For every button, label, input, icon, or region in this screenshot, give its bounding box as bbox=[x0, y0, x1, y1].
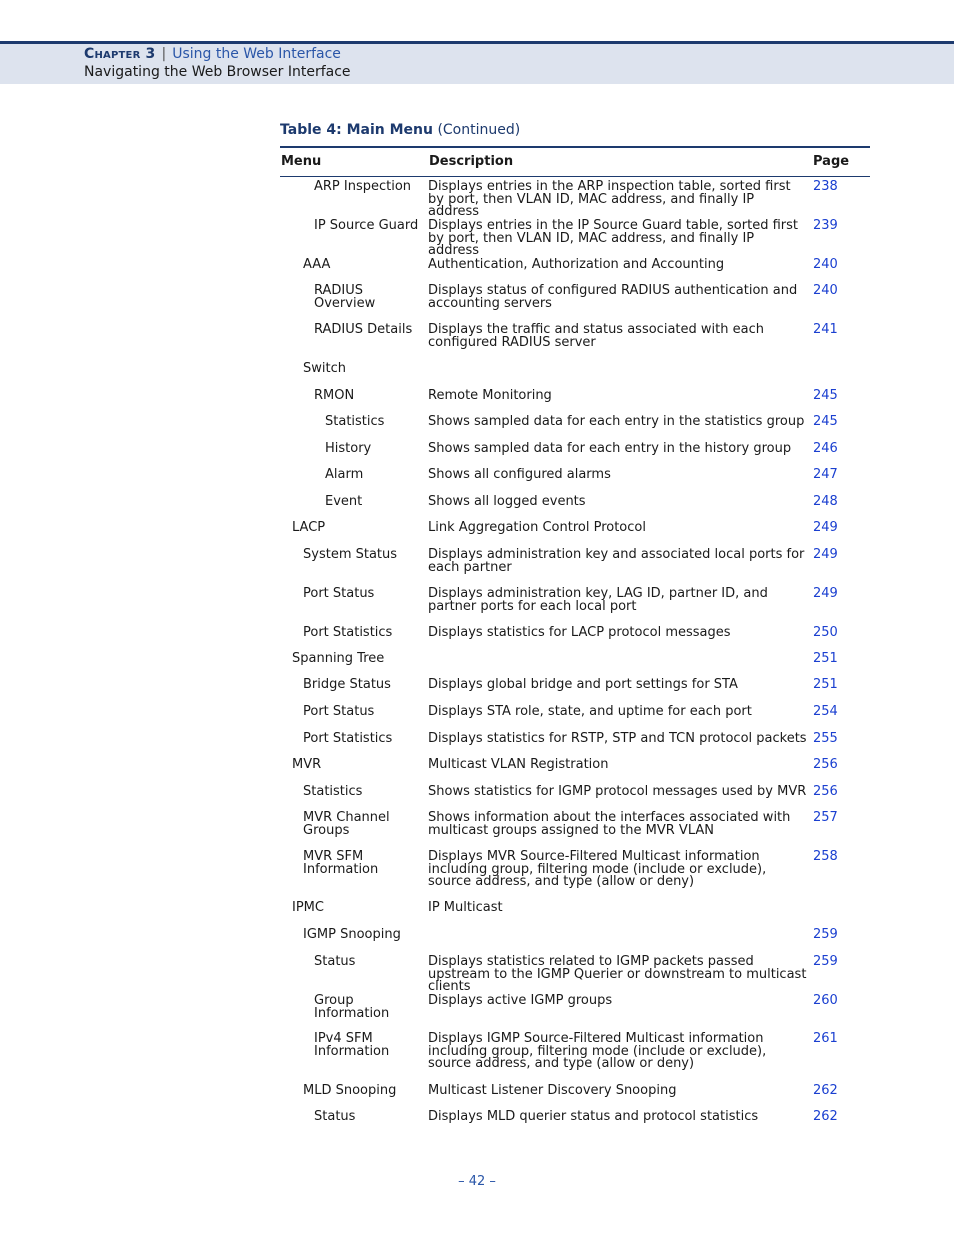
row-menu-label: Port Status bbox=[303, 704, 375, 719]
row-menu-label: Statistics bbox=[303, 784, 363, 799]
row-description: Displays active IGMP groups bbox=[428, 993, 613, 1008]
page-number: – 42 – bbox=[458, 1174, 496, 1189]
row-page-link[interactable]: 259 bbox=[813, 954, 838, 969]
row-menu-label: Alarm bbox=[325, 467, 364, 482]
row-page-link[interactable]: 257 bbox=[813, 810, 838, 825]
table-caption bbox=[280, 122, 520, 138]
row-page-link[interactable]: 256 bbox=[813, 757, 838, 772]
row-menu-label: Spanning Tree bbox=[292, 651, 385, 666]
row-page-link[interactable]: 247 bbox=[813, 467, 838, 482]
row-description: Displays administration key and associated local ports for each partner bbox=[428, 547, 805, 575]
header-separator: | bbox=[161, 46, 167, 62]
row-menu-label: RMON bbox=[314, 388, 355, 403]
row-menu-label: Event bbox=[325, 494, 363, 509]
row-page-link[interactable]: 251 bbox=[813, 677, 838, 692]
row-menu-label: IP Source Guard bbox=[314, 218, 419, 233]
row-menu-label: MLD Snooping bbox=[303, 1083, 397, 1098]
row-page-link[interactable]: 249 bbox=[813, 547, 838, 562]
row-description: Displays status of configured RADIUS authentication and accounting servers bbox=[428, 283, 798, 311]
row-menu-label: AAA bbox=[303, 257, 331, 272]
column-header-menu: Menu bbox=[281, 154, 322, 169]
row-page-link[interactable]: 262 bbox=[813, 1083, 838, 1098]
chapter-title: Using the Web Interface bbox=[172, 46, 341, 62]
row-menu-label: Port Statistics bbox=[303, 625, 393, 640]
row-page-link[interactable]: 256 bbox=[813, 784, 838, 799]
row-page-link[interactable]: 241 bbox=[813, 322, 838, 337]
row-menu-label: Status bbox=[314, 954, 356, 969]
row-description: Multicast VLAN Registration bbox=[428, 757, 609, 772]
chapter-heading bbox=[84, 46, 341, 62]
row-menu-label: Status bbox=[314, 1109, 356, 1124]
column-header-page: Page bbox=[813, 154, 850, 169]
row-menu-label: Bridge Status bbox=[303, 677, 391, 692]
row-description: Displays global bridge and port settings for STA bbox=[428, 677, 738, 692]
row-description: Displays IGMP Source-Filtered Multicast information including group, filtering mode (include or exclude), source address, and type (allow or deny) bbox=[428, 1031, 767, 1071]
row-description: Displays entries in the IP Source Guard table, sorted first by port, then VLAN ID, MAC address, and finally IP address bbox=[428, 218, 798, 258]
row-page-link[interactable]: 254 bbox=[813, 704, 838, 719]
row-page-link[interactable]: 239 bbox=[813, 218, 838, 233]
row-page-link[interactable]: 245 bbox=[813, 388, 838, 403]
row-page-link[interactable]: 258 bbox=[813, 849, 838, 864]
row-menu-label: MVR SFM Information bbox=[303, 849, 379, 877]
row-menu-label: IGMP Snooping bbox=[303, 927, 401, 942]
row-page-link[interactable]: 238 bbox=[813, 179, 838, 194]
row-menu-label: Group Information bbox=[314, 993, 390, 1021]
row-description: Displays STA role, state, and uptime for each port bbox=[428, 704, 752, 719]
column-header-description: Description bbox=[429, 154, 514, 169]
row-page-link[interactable]: 259 bbox=[813, 927, 838, 942]
row-menu-label: LACP bbox=[292, 520, 326, 535]
row-page-link[interactable]: 260 bbox=[813, 993, 838, 1008]
row-description: Shows all logged events bbox=[428, 494, 586, 509]
row-menu-label: RADIUS Overview bbox=[314, 283, 376, 311]
row-description: IP Multicast bbox=[428, 900, 503, 915]
row-description: Remote Monitoring bbox=[428, 388, 552, 403]
row-page-link[interactable]: 261 bbox=[813, 1031, 838, 1046]
row-menu-label: System Status bbox=[303, 547, 398, 562]
row-page-link[interactable]: 255 bbox=[813, 731, 838, 746]
row-page-link[interactable]: 248 bbox=[813, 494, 838, 509]
row-page-link[interactable]: 250 bbox=[813, 625, 838, 640]
row-description: Displays statistics related to IGMP packets passed upstream to the IGMP Querier or downstream to multicast clients bbox=[428, 954, 807, 994]
row-description: Displays the traffic and status associated with each configured RADIUS server bbox=[428, 322, 764, 350]
row-description: Displays MVR Source-Filtered Multicast information including group, filtering mode (include or exclude), source address, and type (allow or deny) bbox=[428, 849, 767, 889]
row-page-link[interactable]: 249 bbox=[813, 586, 838, 601]
row-page-link[interactable]: 246 bbox=[813, 441, 838, 456]
table-caption-suffix: (Continued) bbox=[437, 122, 521, 138]
row-description: Displays statistics for RSTP, STP and TCN protocol packets bbox=[428, 731, 807, 746]
row-menu-label: IPMC bbox=[292, 900, 324, 915]
row-description: Shows all configured alarms bbox=[428, 467, 611, 482]
row-description: Link Aggregation Control Protocol bbox=[428, 520, 646, 535]
row-description: Multicast Listener Discovery Snooping bbox=[428, 1083, 677, 1098]
row-menu-label: Port Status bbox=[303, 586, 375, 601]
row-page-link[interactable]: 251 bbox=[813, 651, 838, 666]
row-description: Displays MLD querier status and protocol statistics bbox=[428, 1109, 759, 1124]
row-menu-label: Statistics bbox=[325, 414, 385, 429]
row-description: Shows sampled data for each entry in the history group bbox=[428, 441, 792, 456]
row-menu-label: Switch bbox=[303, 361, 346, 376]
row-page-link[interactable]: 240 bbox=[813, 257, 838, 272]
row-description: Shows information about the interfaces associated with multicast groups assigned to the MVR VLAN bbox=[428, 810, 791, 838]
table-header bbox=[280, 146, 870, 177]
table-caption-title: Table 4: Main Menu bbox=[280, 122, 433, 138]
row-menu-label: Port Statistics bbox=[303, 731, 393, 746]
row-description: Displays statistics for LACP protocol messages bbox=[428, 625, 731, 640]
row-page-link[interactable]: 262 bbox=[813, 1109, 838, 1124]
row-description: Shows statistics for IGMP protocol messages used by MVR bbox=[428, 784, 807, 799]
row-page-link[interactable]: 249 bbox=[813, 520, 838, 535]
row-menu-label: RADIUS Details bbox=[314, 322, 413, 337]
row-page-link[interactable]: 245 bbox=[813, 414, 838, 429]
row-page-link[interactable]: 240 bbox=[813, 283, 838, 298]
chapter-label: Chapter 3 bbox=[84, 46, 156, 62]
row-menu-label: IPv4 SFM Information bbox=[314, 1031, 390, 1059]
section-title: Navigating the Web Browser Interface bbox=[84, 64, 351, 80]
row-description: Displays entries in the ARP inspection table, sorted first by port, then VLAN ID, MAC address, and finally IP address bbox=[428, 179, 791, 219]
row-description: Shows sampled data for each entry in the statistics group bbox=[428, 414, 805, 429]
row-menu-label: ARP Inspection bbox=[314, 179, 412, 194]
row-description: Displays administration key, LAG ID, partner ID, and partner ports for each local port bbox=[428, 586, 768, 614]
row-menu-label: MVR bbox=[292, 757, 322, 772]
row-menu-label: History bbox=[325, 441, 372, 456]
row-description: Authentication, Authorization and Accounting bbox=[428, 257, 725, 272]
row-menu-label: MVR Channel Groups bbox=[303, 810, 390, 838]
